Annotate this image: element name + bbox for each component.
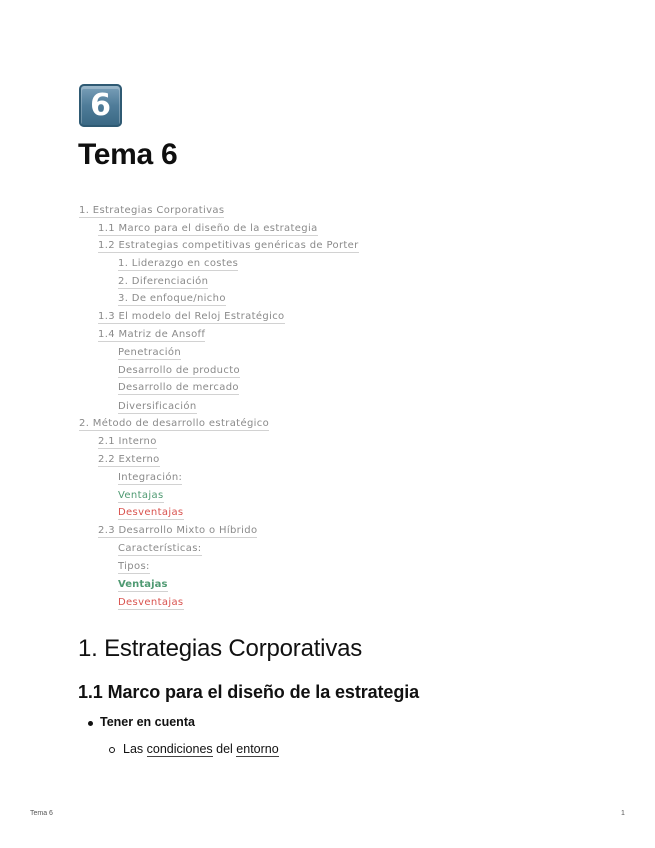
toc-item[interactable]: Diversificación [118,401,197,412]
footer-page-number: 1 [621,810,625,817]
page-title: Tema 6 [78,138,178,171]
toc-item[interactable]: Ventajas [118,490,164,501]
toc-item[interactable]: Desventajas [118,507,184,518]
toc-item[interactable]: Integración: [118,472,183,483]
section-heading-1: 1. Estrategias Corporativas [78,635,363,662]
footer-document-title: Tema 6 [30,810,53,817]
toc-item[interactable]: Desarrollo de mercado [118,382,239,393]
toc-item[interactable]: Desventajas [118,597,184,608]
sub-list-text: del [212,742,237,756]
keycap-six-glyph: 6 [90,87,111,123]
sub-list-item [123,742,279,756]
toc-item[interactable]: Características: [118,543,202,554]
keycap-six-icon [79,84,122,127]
toc-item[interactable]: 1.1 Marco para el diseño de la estrategia [98,223,318,234]
toc-item[interactable]: 1.2 Estrategias competitivas genéricas de Porter [98,240,359,251]
toc-item[interactable]: Desarrollo de producto [118,365,240,376]
toc-item[interactable]: Ventajas [118,579,168,590]
toc-item[interactable]: 2. Diferenciación [118,276,209,287]
toc-item[interactable]: Tipos: [118,561,150,572]
toc-item[interactable]: 2.1 Interno [98,436,157,447]
underlined-term-condiciones: condiciones [146,742,213,756]
toc-item[interactable]: 3. De enfoque/nicho [118,293,226,304]
toc-item[interactable]: 1. Estrategias Corporativas [79,205,225,216]
sub-list-text: Las [123,742,147,756]
toc-item[interactable]: 1.4 Matriz de Ansoff [98,329,206,340]
toc-item[interactable]: 2. Método de desarrollo estratégico [79,418,270,429]
toc-item[interactable]: Penetración [118,347,182,358]
section-heading-1-1: 1.1 Marco para el diseño de la estrategia [78,682,420,702]
toc-item[interactable]: 2.2 Externo [98,454,160,465]
underlined-term-entorno: entorno [236,742,279,756]
toc-item[interactable]: 2.3 Desarrollo Mixto o Híbrido [98,525,258,536]
toc-item[interactable]: 1. Liderazgo en costes [118,258,239,269]
list-item: Tener en cuenta [100,715,195,729]
toc-item[interactable]: 1.3 El modelo del Reloj Estratégico [98,311,285,322]
